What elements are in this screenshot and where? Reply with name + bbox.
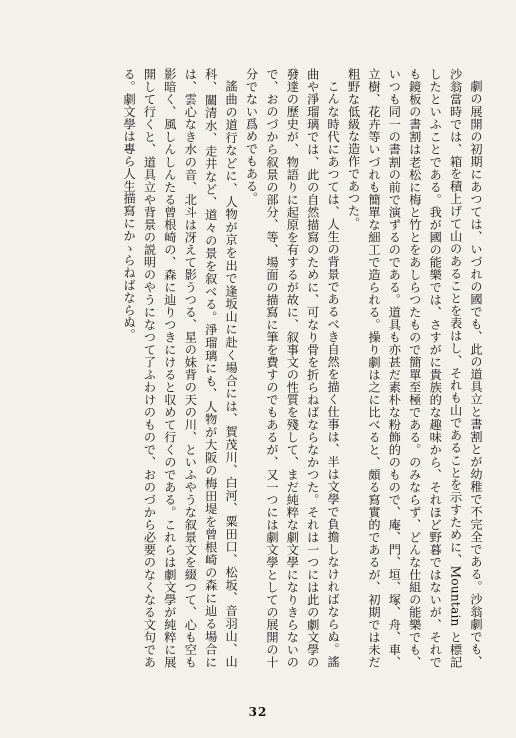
- page-number: 32: [248, 705, 268, 719]
- vertical-text-column-block: [119, 68, 486, 668]
- paragraph: 謠曲の道行などに、人物が京を出で逢坂山に赴く場合には、賀茂川、白河、粟田口、松坂、音羽山、山科、關清水、走井など、道々の景を叙べる。淨瑠璃にも、人物が大阪の梅田堤を曾根崎の森に辿る場合には、雲心なき水の音、北斗は冴えて影うつる、星の妹背の天の川、といふやうな叙景文を綴つて、心も空も影暗く、風しんしんたる曾根崎の、森に辿りつきにけると収めて行くのである。これらは劇文學が純粹に展開して行くと、道具立や背景の説明のやうになつて了ふわけのもので、おのづから必要のなくなる文句である。劇文學は專ら人生描寫にかゝらねばならぬ。: [122, 68, 239, 668]
- paragraph: こんな時代にあつては、人生の背景であるべき自然を描く仕事は、半は文學で負擔しなければならぬ。謠曲や淨瑠璃では、此の自然描寫のために、可なり骨を折らねばならなかつた。それは一つには此の劇文學の發達の歷史が、物語りに起原を有するが故に、叙事文の性質を殘して、まだ純粹な劇文學になりきらないので、おのづから叙景の部分、等、場面の描寫に筆を費すのでもあるが、又一つには劇文學としての展開の十分でない爲めでもある。: [244, 68, 341, 668]
- paragraph: 劇の展開の初期にあつては、いづれの國でも、此の道具立と書割とが幼稚で不完全である。沙翁劇でも、沙翁當時では、箱を積上げて山のあることを表はし、それも山であることを示すために、Mountain と標記したといふことである。我が國の能樂では、さすがに貴族的な趣味から、それほど野暮ではないが、それでも鏡板の書割は老松に梅と竹とをあしらつたもので簡單至極である。のみならず、どんな仕組の能樂でも、いつも同一の書割の前で演ずるのである。道具も亦甚だ素朴な粉飾的のもので、庵、門、垣、塚、舟、車、立樹、花卉等いづれも簡單な細工で造られる。操り劇は之に比べると、頗る寫實的であるが、初期では未だ粗野な低級な造作であつた。: [346, 68, 483, 668]
